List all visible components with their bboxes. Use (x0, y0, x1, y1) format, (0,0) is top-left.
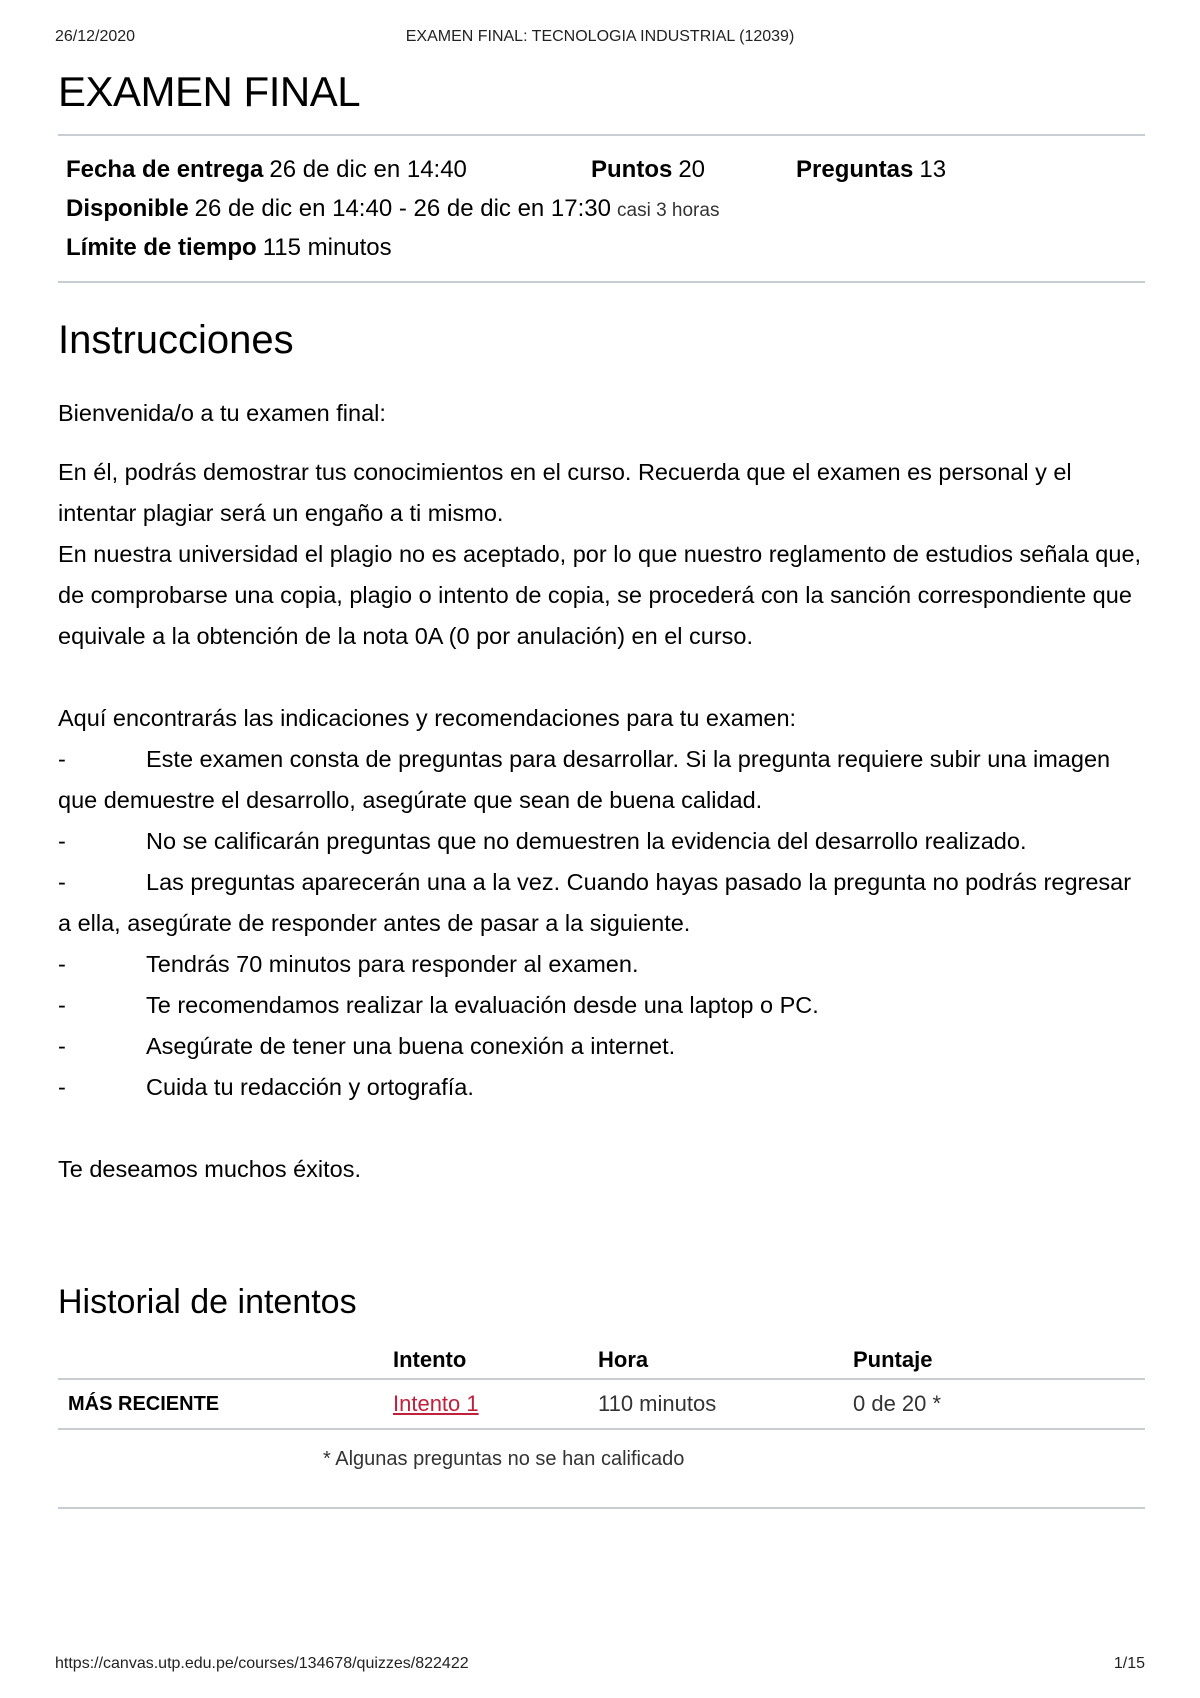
divider (58, 1507, 1145, 1509)
bullet-marker: - (58, 746, 66, 772)
page-number: 1/15 (1113, 1655, 1145, 1672)
history-heading: Historial de intentos (58, 1283, 357, 1321)
quiz-details (58, 136, 1145, 281)
list-item (58, 985, 1145, 1026)
print-date: 26/12/2020 (55, 28, 136, 45)
attempts-table (58, 1342, 1145, 1430)
closing-text: Te deseamos muchos éxitos. (58, 1156, 362, 1182)
list-item (58, 739, 1145, 821)
questions-value: 13 (919, 156, 947, 183)
bullet-text: Las preguntas aparecerán una a la vez. Cuando hayas pasado la pregunta no podrás regresar a ella, asegúrate de responder antes de pasar a la siguiente. (58, 869, 1132, 936)
bullet-marker: - (58, 828, 66, 854)
points-value: 20 (678, 156, 706, 183)
welcome-text: Bienvenida/o a tu examen final: (58, 400, 386, 426)
due-date (66, 150, 591, 189)
time-cell: 110 minutos (588, 1379, 843, 1429)
most-recent-label: MÁS RECIENTE (58, 1379, 383, 1429)
bullet-text: Tendrás 70 minutos para responder al examen. (146, 951, 639, 977)
points (591, 150, 796, 189)
paragraph-personal: En él, podrás demostrar tus conocimientos en el curso. Recuerda que el examen es personal y el intentar plagiar será un engaño a ti mismo. (58, 459, 1072, 526)
list-item (58, 862, 1145, 944)
print-url: https://canvas.utp.edu.pe/courses/134678/quizzes/822422 (55, 1655, 469, 1672)
grading-footnote: * Algunas preguntas no se han calificado (323, 1448, 685, 1470)
print-footer (55, 1655, 1145, 1675)
bullet-marker: - (58, 992, 66, 1018)
questions (796, 150, 946, 189)
available-note: casi 3 horas (617, 200, 720, 221)
bullet-text: Te recomendamos realizar la evaluación desde una laptop o PC. (146, 992, 819, 1018)
bullet-text: Este examen consta de preguntas para desarrollar. Si la pregunta requiere subir una imagen que demuestre el desarrollo, asegúrate que sean de buena calidad. (58, 746, 1111, 813)
time-limit-label: Límite de tiempo (66, 234, 257, 261)
details-row-1 (66, 150, 1137, 189)
table-row (58, 1379, 1145, 1429)
bullet-marker: - (58, 951, 66, 977)
due-value: 26 de dic en 14:40 (269, 156, 467, 183)
bullet-marker: - (58, 869, 66, 895)
quiz-content (58, 66, 1145, 1509)
bullet-text: Asegúrate de tener una buena conexión a internet. (146, 1033, 676, 1059)
list-item (58, 1026, 1145, 1067)
divider (58, 281, 1145, 283)
available-label: Disponible (66, 195, 189, 222)
instructions-body (58, 393, 1145, 1190)
bullet-text: No se calificarán preguntas que no demuestren la evidencia del desarrollo realizado. (146, 828, 1027, 854)
attempt-cell (383, 1379, 588, 1429)
bullet-text: Cuida tu redacción y ortografía. (146, 1074, 474, 1100)
attempt-link[interactable]: Intento 1 (393, 1391, 479, 1416)
bullet-marker: - (58, 1074, 66, 1100)
available-value: 26 de dic en 14:40 - 26 de dic en 17:30 (194, 195, 611, 222)
paragraph-plagiarism: En nuestra universidad el plagio no es aceptado, por lo que nuestro reglamento de estudios señala que, de comprobarse una copia, plagio o intento de copia, se procederá con la sanción correspondiente que equivale a la obtención de la nota 0A (0 por anulación) en el curso. (58, 541, 1142, 649)
print-title: EXAMEN FINAL: TECNOLOGIA INDUSTRIAL (12039) (405, 28, 795, 45)
time-limit-value: 115 minutos (262, 234, 392, 261)
details-row-2 (66, 189, 1137, 228)
questions-label: Preguntas (796, 156, 914, 183)
list-item (58, 821, 1145, 862)
list-item (58, 944, 1145, 985)
page-title: EXAMEN FINAL (58, 68, 361, 115)
column-header (58, 1342, 383, 1379)
details-row-3 (66, 228, 1137, 267)
bullet-marker: - (58, 1033, 66, 1059)
column-header-attempt: Intento (383, 1342, 588, 1379)
print-header (55, 28, 1145, 48)
column-header-time: Hora (588, 1342, 843, 1379)
due-label: Fecha de entrega (66, 156, 264, 183)
list-item (58, 1067, 1145, 1108)
score-cell: 0 de 20 * (843, 1379, 1145, 1429)
instructions-heading: Instrucciones (58, 318, 294, 362)
points-label: Puntos (591, 156, 673, 183)
column-header-score: Puntaje (843, 1342, 1145, 1379)
recommendations-intro: Aquí encontrarás las indicaciones y recomendaciones para tu examen: (58, 705, 797, 731)
table-header-row (58, 1342, 1145, 1379)
